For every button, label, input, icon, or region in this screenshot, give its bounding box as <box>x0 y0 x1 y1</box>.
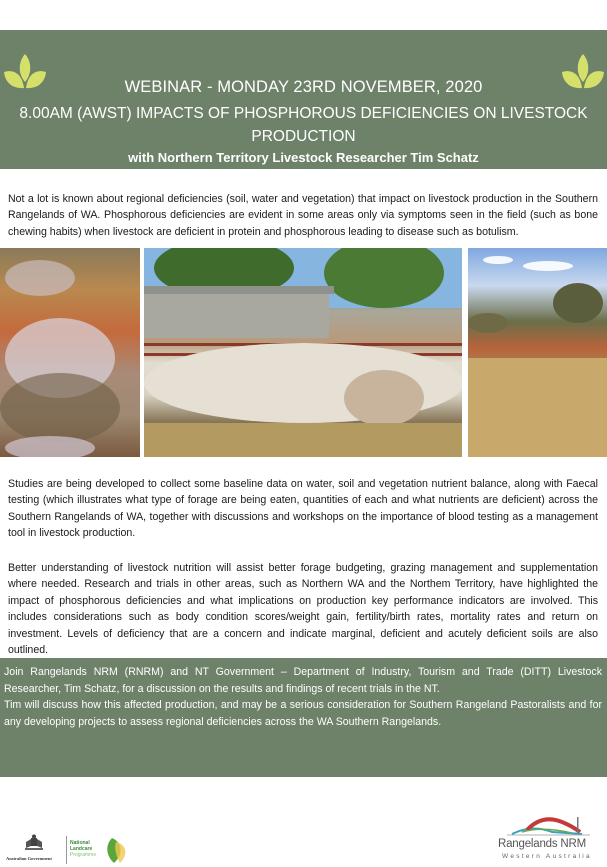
join-discussion-text: Tim will discuss how this affected production, and may be a serious consideration for Southern Rangeland Pastoralists and for any developing projects to assess regional deficiencies across the WA Southern Rangelands. <box>4 699 602 728</box>
join-invitation-text: Join Rangelands NRM (RNRM) and NT Government – Department of Industry, Tourism and Trade (DITT) Livestock Researcher, Tim Schatz, for a discussion on the results and findings of recent trials in the NT. <box>4 666 602 695</box>
join-callout-box <box>0 658 607 777</box>
studies-paragraph: Studies are being developed to collect some baseline data on water, soil and vegetation nutrient balance, along with Faecal testing (which illustrates what type of forage are being eaten, quantities of each and what nutrients are deficient) across the Southern Rangelands of WA, together with discussions and workshops on the importance of blood testing as a management tool in livestock production. <box>8 477 598 540</box>
australian-government-label: Australian Government <box>6 856 52 861</box>
rangelands-nrm-logo <box>490 812 607 864</box>
rangelands-nrm-name: Rangelands NRM <box>498 838 586 850</box>
coat-of-arms-icon <box>22 834 46 852</box>
webinar-date-title: WEBINAR - MONDAY 23RD NOVEMBER, 2020 <box>124 78 483 96</box>
shrub-illustration <box>0 248 140 457</box>
webinar-header-banner <box>0 30 607 169</box>
australian-government-landcare-logo <box>6 834 136 864</box>
cattle-illustration <box>144 248 462 457</box>
landcare-line3: Programme <box>70 852 97 858</box>
western-australia-label: Western Australia <box>502 853 592 860</box>
landcare-leaf-icon <box>102 836 130 864</box>
nutrition-paragraph: Better understanding of livestock nutrition will assist better forage budgeting, grazing management and supplementation where needed. Research and trials in other areas, such as Northern WA and the Northem Territory, have highlighted the impact of phosphorous deficiencies and what implications on production key performance indicators are involved. This includes considerations such as body condition scores/weight gain, fertility/birth rates, mortality rates and return on investment. Levels of deficiency that are a concern and indicate marginal, deficient and acutely deficient soils are also outlined. <box>8 561 598 657</box>
landcare-line1: National <box>70 840 90 846</box>
rangelands-landscape-icon <box>502 812 592 838</box>
grassland-illustration <box>468 248 607 457</box>
intro-paragraph: Not a lot is known about regional deficiencies (soil, water and vegetation) that impact on livestock production in the Southern Rangelands of WA. Phosphorous deficiencies are evident in some areas only via symptoms seen in the field (such as bone chewing habits) when livestock are deficient in protein and phosphorous leading to disease such as botulism. <box>8 192 598 238</box>
photo-flowering-shrubs <box>0 248 140 457</box>
photo-dry-grassland <box>468 248 607 457</box>
webinar-topic-title: 8.00AM (AWST) IMPACTS OF PHOSPHOROUS DEFICIENCIES ON LIVESTOCK PRODUCTION <box>19 105 588 145</box>
webinar-presenter-subtitle: with Northern Territory Livestock Researcher Tim Schatz <box>128 150 479 165</box>
national-landcare-label <box>70 840 96 858</box>
photo-cattle-yard <box>144 248 462 457</box>
logo-divider <box>66 836 67 864</box>
landcare-line2: Landcare <box>70 846 93 852</box>
join-callout-text <box>4 664 602 730</box>
